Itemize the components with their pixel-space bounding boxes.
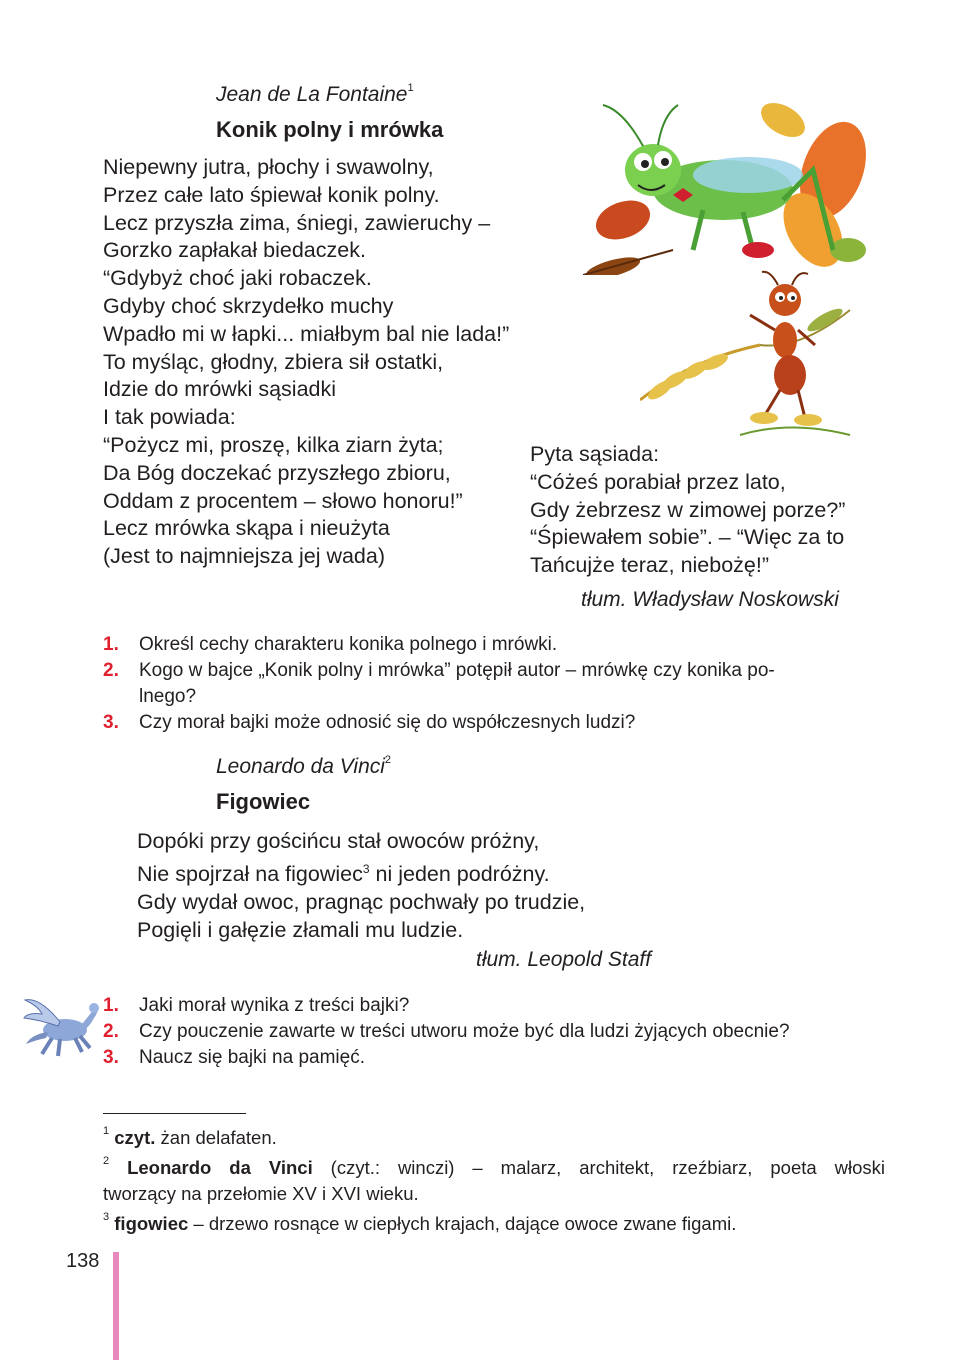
poem-line: Lecz przyszła zima, śniegi, zawieruchy –	[103, 210, 491, 235]
poem-line: Gdy wydał owoc, pragnąc pochwały po trudzie,	[137, 889, 586, 914]
questions-section-1	[103, 632, 893, 736]
poem1-author-footnote-ref: 1	[407, 82, 414, 94]
poem2-author-footnote-ref: 2	[384, 754, 392, 766]
footnote-term: Leonardo da Vinci	[127, 1157, 313, 1179]
question-item	[103, 632, 893, 658]
footnote-divider	[103, 1113, 246, 1114]
poem-line	[137, 856, 585, 889]
poem2-translator: tłum. Leopold Staff	[476, 948, 652, 971]
question-number: 3.	[103, 712, 119, 733]
poem1-title: Konik polny i mrówka	[216, 117, 444, 142]
footnote-2-continuation: tworzący na przełomie XV i XVI wieku.	[103, 1183, 419, 1205]
footnote-1	[103, 1121, 885, 1151]
question-text: Naucz się bajki na pamięć.	[139, 1047, 365, 1068]
page-edge-bar	[113, 1252, 119, 1360]
footnote-text: (czyt.: winczi) – malarz, architekt, rzeźbiarz, poeta włoski	[312, 1157, 885, 1179]
poem-line: Lecz mrówka skąpa i nieużyta	[103, 516, 390, 541]
question-number: 1.	[103, 634, 119, 655]
poem-line: Wpadło mi w łapki... miałbym bal nie lada!”	[103, 321, 510, 346]
poem-line: Gdy żebrzesz w zimowej porze?”	[530, 497, 846, 522]
poem1-author-name: Jean de La Fontaine	[216, 83, 408, 106]
poem-line: Pyta sąsiada:	[530, 442, 660, 466]
question-item	[103, 1045, 903, 1071]
poem-line: “Gdybyż choć jaki robaczek.	[103, 266, 372, 291]
footnote-number: 2	[103, 1155, 110, 1168]
question-text: Określ cechy charakteru konika polnego i mrówki.	[139, 634, 558, 655]
poem-line: “Cóżeś porabiał przez lato,	[530, 469, 786, 494]
poem-line: “Pożycz mi, proszę, kilka ziarn żyta;	[103, 432, 444, 457]
footnote-term: czyt.	[114, 1127, 156, 1149]
poem2-author	[216, 755, 391, 779]
poem-line: To myśląc, głodny, zbiera sił ostatki,	[103, 349, 444, 374]
pegasus-icon	[20, 992, 102, 1060]
footnote-3	[103, 1207, 885, 1237]
footnote-number: 3	[103, 1211, 110, 1224]
question-text: Jaki morał wynika z treści bajki?	[139, 995, 410, 1016]
poem-line: Idzie do mrówki sąsiadki	[103, 377, 337, 402]
question-text: Czy morał bajki może odnosić się do współczesnych ludzi?	[139, 712, 636, 733]
poem-line: “Śpiewałem sobie”. – “Więc za to	[530, 525, 845, 550]
footnote-2	[103, 1151, 885, 1181]
footnotes	[103, 1121, 885, 1237]
ant-illustration	[640, 270, 860, 440]
poem2-body	[137, 828, 585, 944]
poem1-translator: tłum. Władysław Noskowski	[581, 588, 839, 611]
question-number: 2.	[103, 1021, 119, 1042]
footnote-term: figowiec	[114, 1213, 189, 1235]
poem-line: Gorzko zapłakał biedaczek.	[103, 238, 366, 263]
poem1-left-column	[103, 154, 509, 571]
footnote-text: – drzewo rosnące w ciepłych krajach, dające owoce zwane figami.	[188, 1213, 737, 1235]
questions-section-2	[103, 993, 903, 1071]
poem-line: Tańcujże teraz, niebożę!”	[530, 553, 770, 578]
grasshopper-illustration	[583, 100, 868, 275]
question-text: Kogo w bajce „Konik polny i mrówka” potępił autor – mrówkę czy konika po-	[139, 660, 775, 681]
poem2-title: Figowiec	[216, 789, 311, 814]
question-item	[103, 710, 893, 736]
poem-line: Dopóki przy gościńcu stał owoców próżny,	[137, 829, 540, 853]
question-number: 1.	[103, 995, 119, 1016]
question-number: 3.	[103, 1047, 119, 1068]
question-item-continuation	[103, 684, 893, 710]
poem-line: Oddam z procentem – słowo honoru!”	[103, 488, 463, 513]
page-number: 138	[66, 1250, 100, 1272]
poem2-author-name: Leonardo da Vinci	[216, 755, 385, 778]
question-item	[103, 658, 893, 684]
poem-line: Pogięli i gałęzie złamali mu ludzie.	[137, 917, 464, 942]
poem-line-part: ni jeden podróżny.	[369, 861, 550, 886]
question-text: Czy pouczenie zawarte w treści utworu może być dla ludzi żyjących obecnie?	[139, 1021, 790, 1042]
question-item	[103, 1019, 903, 1045]
question-text: lnego?	[139, 686, 197, 707]
poem-line: Przez całe lato śpiewał konik polny.	[103, 182, 440, 207]
poem-line: Niepewny jutra, płochy i swawolny,	[103, 155, 434, 179]
question-item	[103, 993, 903, 1019]
poem1-author	[216, 83, 414, 107]
poem-line: Da Bóg doczekać przyszłego zbioru,	[103, 460, 451, 485]
footnote-number: 1	[103, 1125, 110, 1137]
poem-line: (Jest to najmniejsza jej wada)	[103, 544, 386, 569]
poem-line: I tak powiada:	[103, 405, 236, 430]
question-number: 2.	[103, 660, 119, 681]
footnote-text: żan delafaten.	[155, 1127, 277, 1149]
figowiec-footnote-ref: 3	[362, 861, 370, 876]
poem-line-part: Nie spojrzał na figowiec	[137, 861, 363, 886]
poem-line: Gdyby choć skrzydełko muchy	[103, 293, 394, 318]
poem1-right-column	[530, 441, 845, 580]
